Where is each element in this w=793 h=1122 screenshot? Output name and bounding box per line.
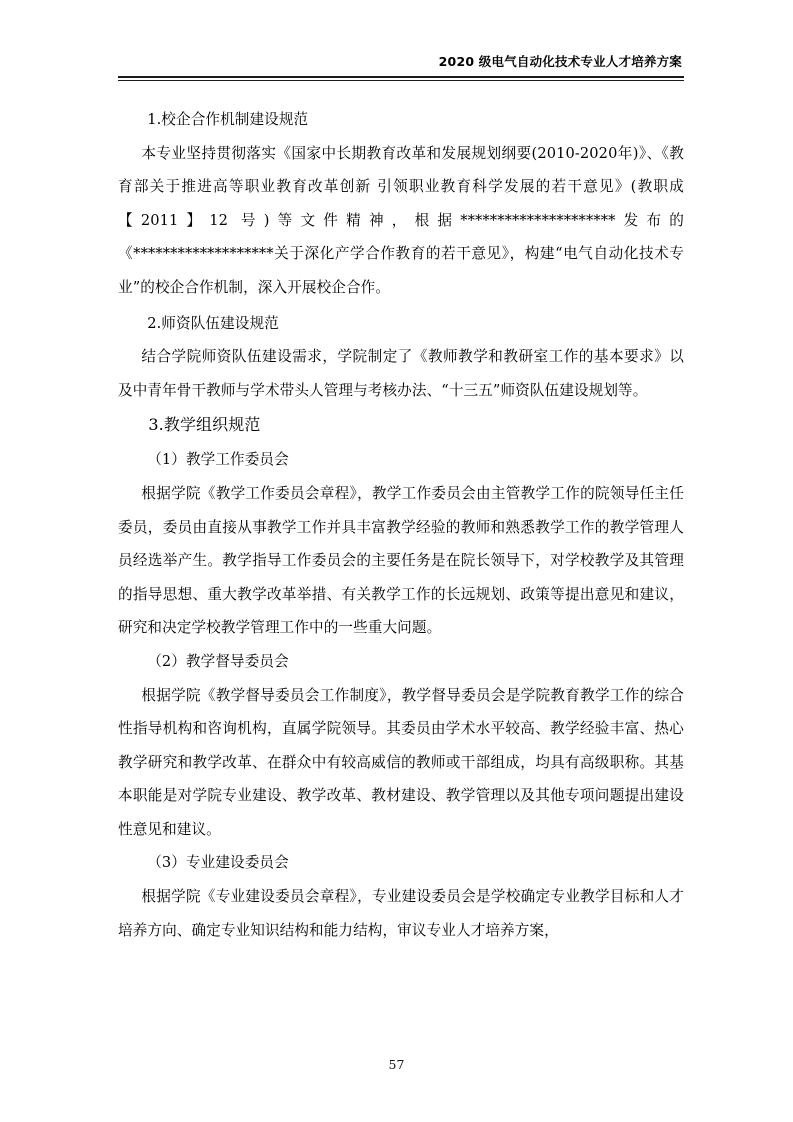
document-body (118, 103, 684, 947)
section-3-heading: 3.教学组织规范 (148, 415, 261, 435)
item-1-paragraph: 根据学院《教学工作委员会章程》，教学工作委员会由主管教学工作的院领导任主任委员，委员由直接从事教学工作并具丰富教学经验的教师和熟悉教学工作的教学管理人员经选举产生。教学指导工作委员会的主要任务是在院长领导下，对学校教学及其管理的指导思想、重大教学改革举措、有关教学工作的长远规划、政策等提出意见和建议，研究和决定学校教学管理工作中的一些重大问题。 (118, 484, 684, 637)
section-2-heading: 2.师资队伍建设规范 (147, 314, 279, 332)
page-number: 57 (388, 1057, 405, 1072)
page-header (118, 52, 684, 81)
item-2-paragraph: 根据学院《教学督导委员会工作制度》，教学督导委员会是学院教育教学工作的综合性指导机构和咨询机构，直属学院领导。其委员由学术水平较高、教学经验丰富、热心教学研究和教学改革、在群众中有较高威信的教师或干部组成，均具有高级职称。其基本职能是对学院专业建设、教学改革、教材建设、教学管理以及其他专项问题提出建设性意见和建议。 (118, 686, 684, 838)
item-3-heading: （3）专业建设委员会 (147, 854, 289, 872)
header-title: 2020 级电气自动化技术专业人才培养方案 (438, 54, 682, 69)
header-divider (118, 76, 684, 81)
item-2-heading: （2）教学督导委员会 (147, 652, 289, 670)
section-1-paragraph: 本专业坚持贯彻落实《国家中长期教育改革和发展规划纲要(2010-2020年)》、《教育部关于推进高等职业教育改革创新 引领职业教育科学发展的若干意见》(教职成【2011】12 号)等文件精神，根据*********************发布的《*******************关于深化产学合作教育的若干意见》，构建“电气自动化技术专业”的校企合作机制，深入开展校企合作。 (118, 144, 684, 296)
item-1-heading: （1）教学工作委员会 (147, 451, 289, 469)
item-3-paragraph: 根据学院《专业建设委员会章程》，专业建设委员会是学校确定专业教学目标和人才培养方向、确定专业知识结构和能力结构，审议专业人才培养方案， (118, 888, 684, 939)
section-2-paragraph: 结合学院师资队伍建设需求，学院制定了《教师教学和教研室工作的基本要求》以及中青年骨干教师与学术带头人管理与考核办法、“十三五”师资队伍建设规划等。 (118, 348, 684, 399)
page-content-area (118, 52, 684, 947)
section-1-heading: 1.校企合作机制建设规范 (147, 111, 309, 128)
